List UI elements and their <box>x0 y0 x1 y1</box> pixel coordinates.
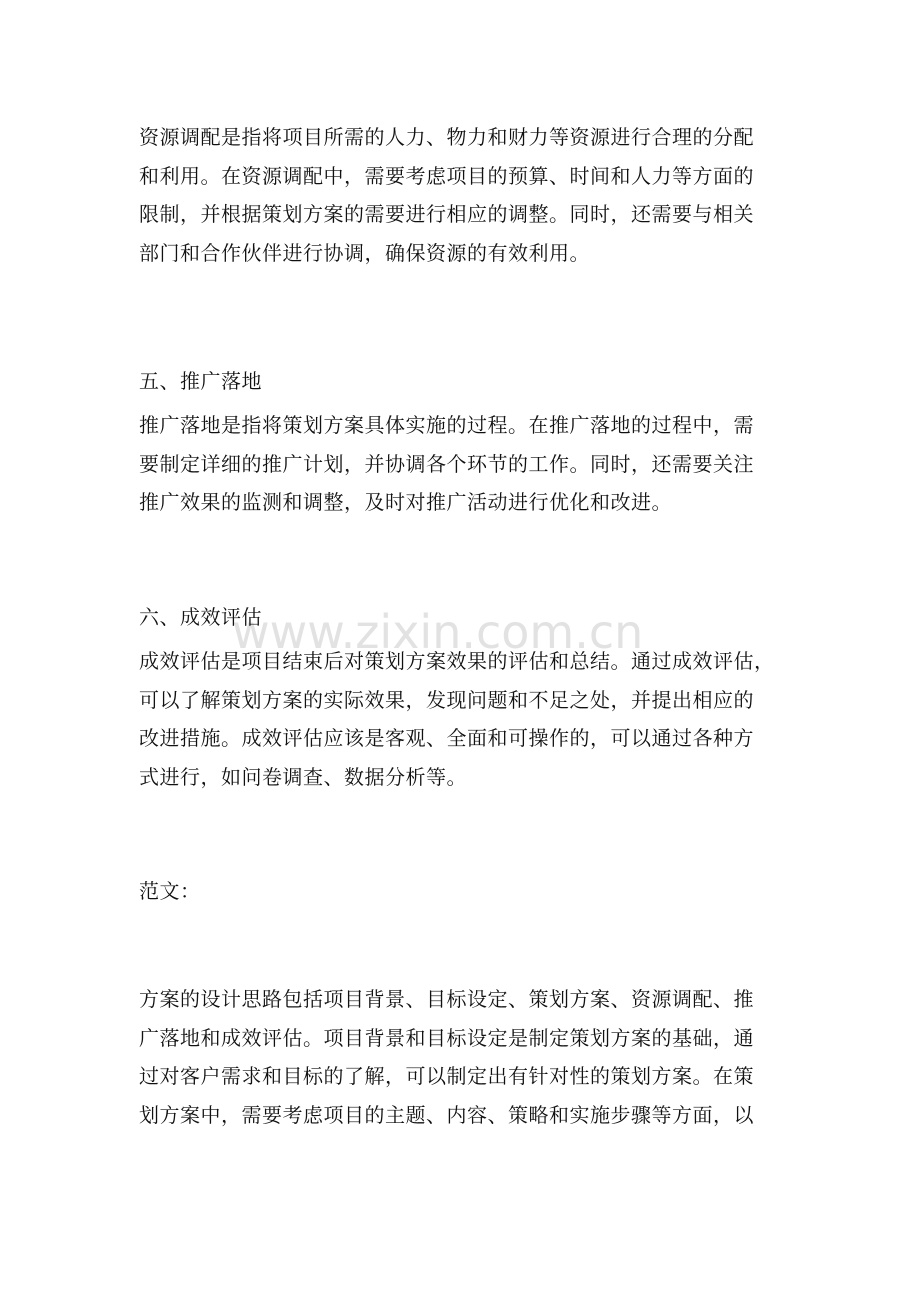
paragraph-sample: 方案的设计思路包括项目背景、目标设定、策划方案、资源调配、推 广落地和成效评估。项目背景和目标设定是制定策划方案的基础，通 过对客户需求和目标的了解，可以制定出有针对性的策划方案。在策 划方案中，需要考虑项目的主题、内容、策略和实施步骤等方面，以 <box>139 987 754 1127</box>
section-heading-promotion: 五、推广落地 <box>139 369 262 393</box>
paragraph-evaluation: 成效评估是项目结束后对策划方案效果的评估和总结。通过成效评估， 可以了解策划方案的实际效果，发现问题和不足之处，并提出相应的 改进措施。成效评估应该是客观、全面和可操作的，可以通过各种方 式进行，如问卷调查、数据分析等。 <box>139 649 775 789</box>
paragraph-resource-allocation: 资源调配是指将项目所需的人力、物力和财力等资源进行合理的分配 和利用。在资源调配中，需要考虑项目的预算、时间和人力等方面的 限制，并根据策划方案的需要进行相应的调整。同时，还需要与相关 部门和合作伙伴进行协调，确保资源的有效利用。 <box>139 125 754 265</box>
section-heading-evaluation: 六、成效评估 <box>139 605 262 629</box>
sample-label: 范文： <box>139 879 201 903</box>
watermark-text: www.zixin.com.cn <box>232 605 644 659</box>
paragraph-promotion: 推广落地是指将策划方案具体实施的过程。在推广落地的过程中，需 要制定详细的推广计划，并协调各个环节的工作。同时，还需要关注 推广效果的监测和调整，及时对推广活动进行优化和改进。 <box>139 413 754 514</box>
